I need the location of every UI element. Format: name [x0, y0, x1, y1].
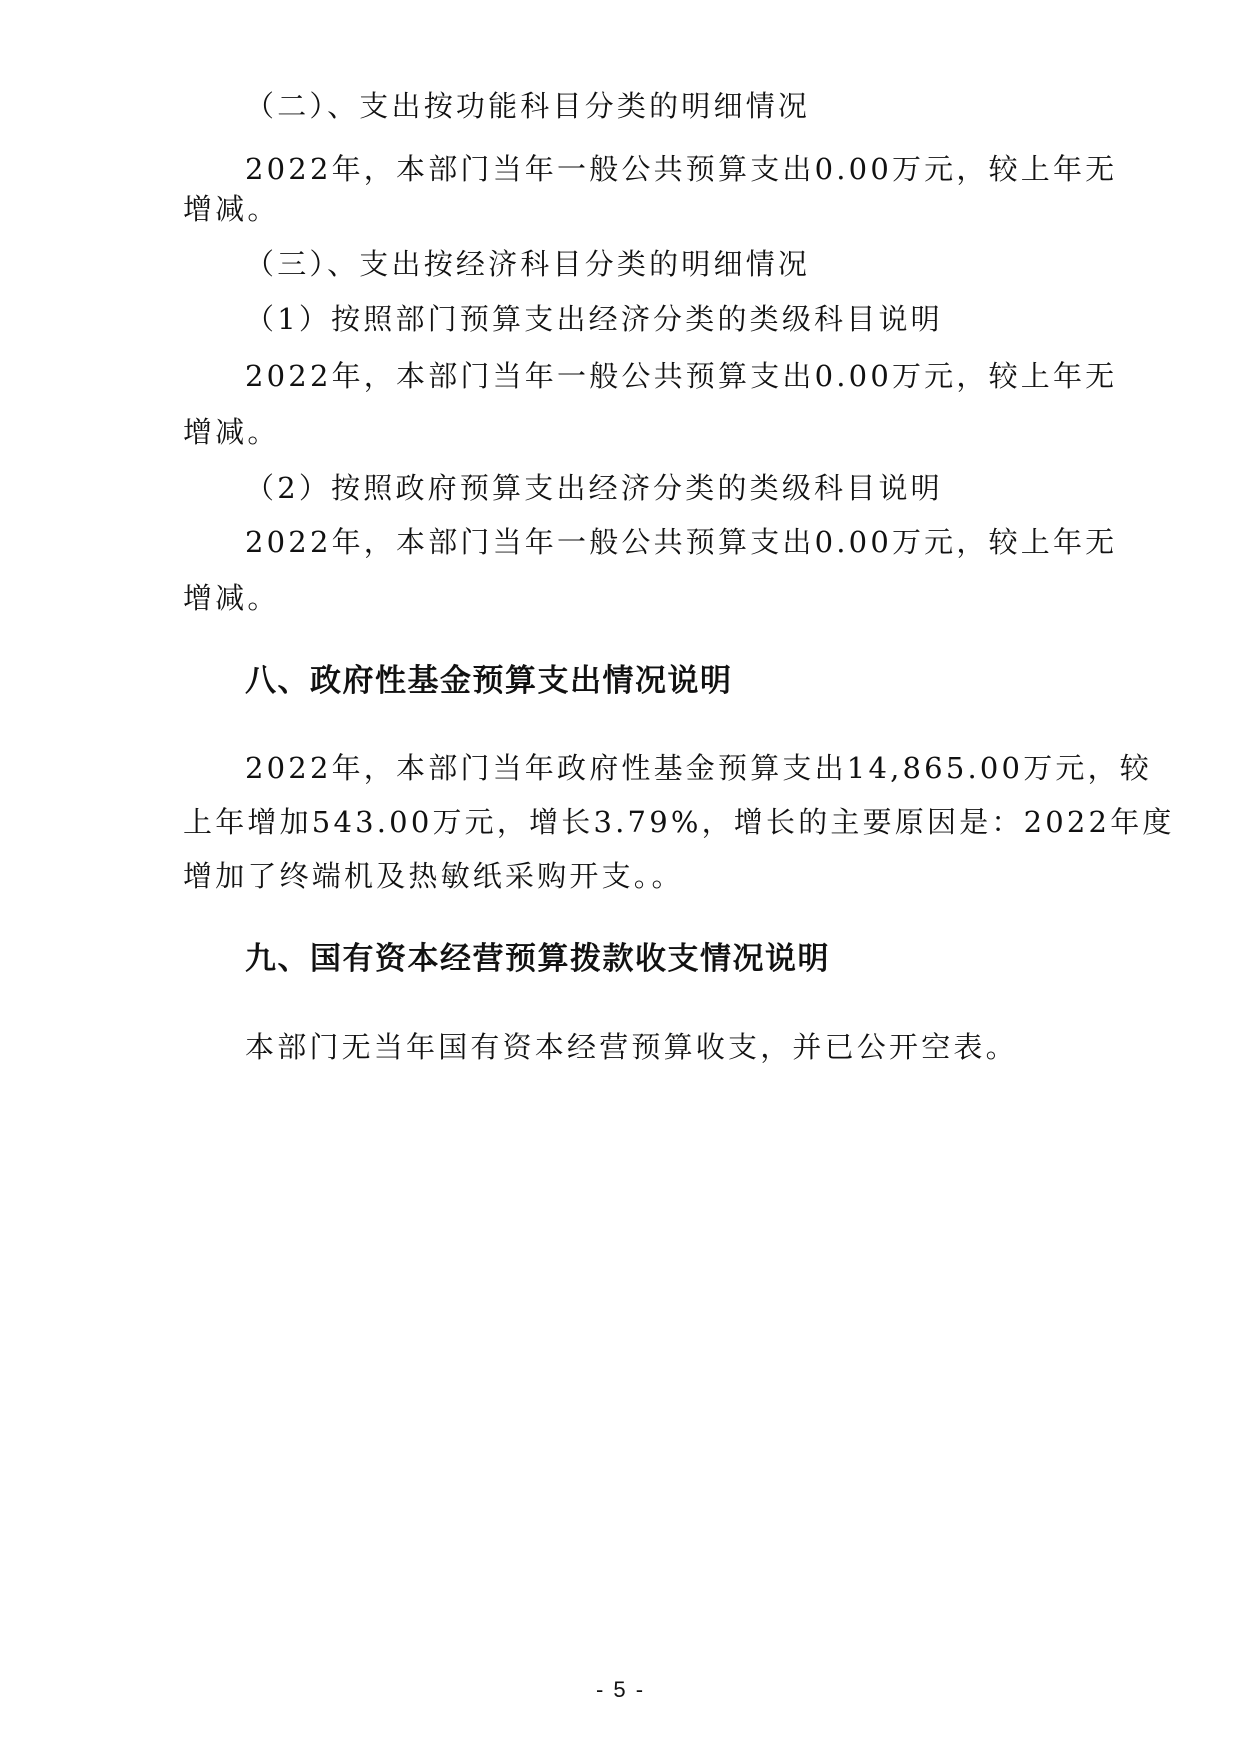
- subsection-item-2: （2）按照政府预算支出经济分类的类级科目说明: [245, 471, 943, 505]
- subsection-title-3: （三）、支出按经济科目分类的明细情况: [245, 247, 811, 281]
- page-number: - 5 -: [595, 1677, 646, 1702]
- paragraph-line: 增减。: [183, 581, 280, 615]
- paragraph-line: 本部门无当年国有资本经营预算收支，并已公开空表。: [245, 1030, 1018, 1064]
- paragraph-line: 2022年，本部门当年一般公共预算支出0.00万元，较上年无: [245, 525, 1118, 559]
- paragraph-line: 上年增加543.00万元，增长3.79%，增长的主要原因是：2022年度: [183, 805, 1175, 839]
- paragraph-line: 增加了终端机及热敏纸采购开支。。: [183, 859, 684, 893]
- section-heading-8: 八、政府性基金预算支出情况说明: [245, 663, 733, 699]
- paragraph-line: 2022年，本部门当年政府性基金预算支出14,865.00万元，较: [245, 751, 1152, 785]
- section-heading-9: 九、国有资本经营预算拨款收支情况说明: [245, 941, 830, 977]
- paragraph-line: 增减。: [183, 192, 280, 226]
- subsection-item-1: （1）按照部门预算支出经济分类的类级科目说明: [245, 302, 943, 336]
- paragraph-line: 2022年，本部门当年一般公共预算支出0.00万元，较上年无: [245, 152, 1118, 186]
- paragraph-line: 2022年，本部门当年一般公共预算支出0.00万元，较上年无: [245, 359, 1118, 393]
- paragraph-line: 增减。: [183, 415, 280, 449]
- subsection-title-2: （二）、支出按功能科目分类的明细情况: [245, 89, 811, 123]
